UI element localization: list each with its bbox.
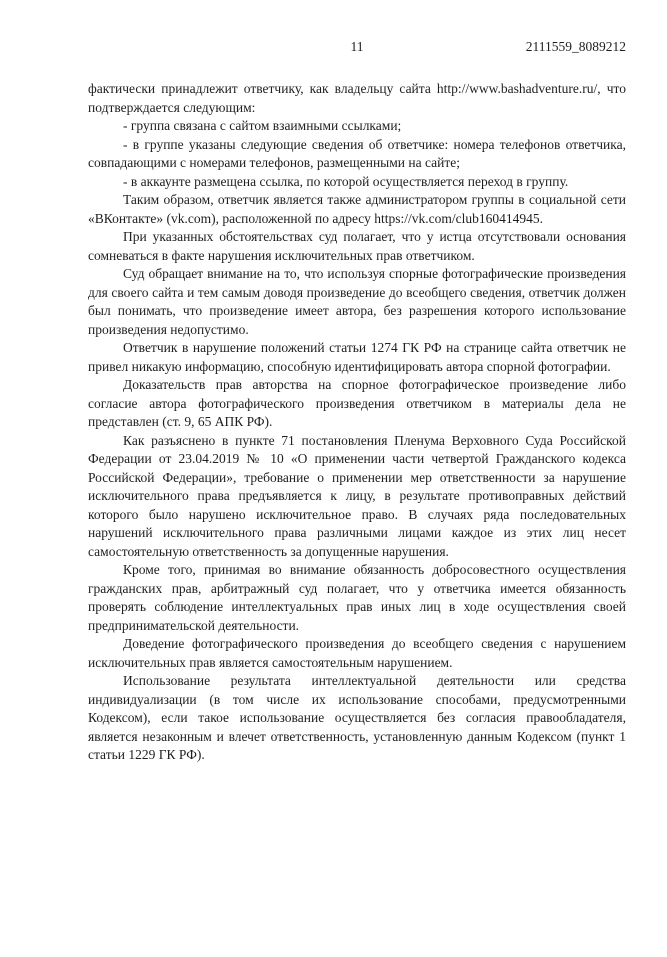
paragraph: При указанных обстоятельствах суд полагает, что у истца отсутствовали основания сомневаться в факте нарушения исключительных прав ответчиком. <box>88 229 626 263</box>
paragraph: - в аккаунте размещена ссылка, по которой осуществляется переход в группу. <box>123 173 569 189</box>
page-header <box>88 38 626 56</box>
paragraph: Использование результата интеллектуальной деятельности или средства индивидуализации (в том числе их использование способами, предусмотренными Кодексом), если такое использование осуществляется без согласия правообладателя, является незаконным и влечет ответственность, установленную данным Кодексом (пункт 1 статьи 1229 ГК РФ). <box>88 673 626 762</box>
paragraph: - группа связана с сайтом взаимными ссылками; <box>123 118 402 133</box>
paragraph: - в группе указаны следующие сведения об ответчике: номера телефонов ответчика, совпадающими с номерами телефонов, размещенными на сайте; <box>88 136 626 170</box>
document-body <box>88 80 626 765</box>
paragraph: Как разъяснено в пункте 71 постановления Пленума Верховного Суда Российской Федерации от 23.04.2019 № 10 «О применении части четвертой Гражданского кодекса Российской Федерации», требование о применении мер ответственности за нарушение исключительного права предъявляется к лицу, в результате противоправных действий которого было нарушено исключительное право. В случаях ряда последовательных нарушений исключительного права различными лицами каждое из этих лиц несет самостоятельную ответственность за допущенные нарушения. <box>88 432 626 559</box>
paragraph: Таким образом, ответчик является также администратором группы в социальной сети «ВКонтакте» (vk.com), расположенной по адресу https://vk.com/club160414945. <box>88 192 626 226</box>
paragraph: Ответчик в нарушение положений статьи 1274 ГК РФ на странице сайта ответчик не привел никакую информацию, способную идентифицировать автора спорной фотографии. <box>88 340 626 374</box>
document-code: 2111559_8089212 <box>525 39 626 54</box>
paragraph: Доведение фотографического произведения до всеобщего сведения с нарушением исключительных прав является самостоятельным нарушением. <box>88 636 626 670</box>
paragraph: Кроме того, принимая во внимание обязанность добросовестного осуществления гражданских прав, арбитражный суд полагает, что у ответчика имеется обязанность проверять соблюдение интеллектуальных прав иных лиц в ходе осуществления своей предпринимательской деятельности. <box>88 562 626 633</box>
paragraph: Доказательств прав авторства на спорное фотографическое произведение либо согласие автора фотографического произведения ответчиком в материалы дела не представлен (ст. 9, 65 АПК РФ). <box>88 377 626 429</box>
paragraph: Суд обращает внимание на то, что используя спорные фотографические произведения для своего сайта и тем самым доводя произведение до всеобщего сведения, ответчик должен был понимать, что произведение имеет автора, без разрешения которого использование произведения недопустимо. <box>88 266 626 337</box>
paragraph: фактически принадлежит ответчику, как владельцу сайта http://www.bashadventure.ru/, что подтверждается следующим: <box>88 81 626 115</box>
page-number: 11 <box>350 39 364 54</box>
